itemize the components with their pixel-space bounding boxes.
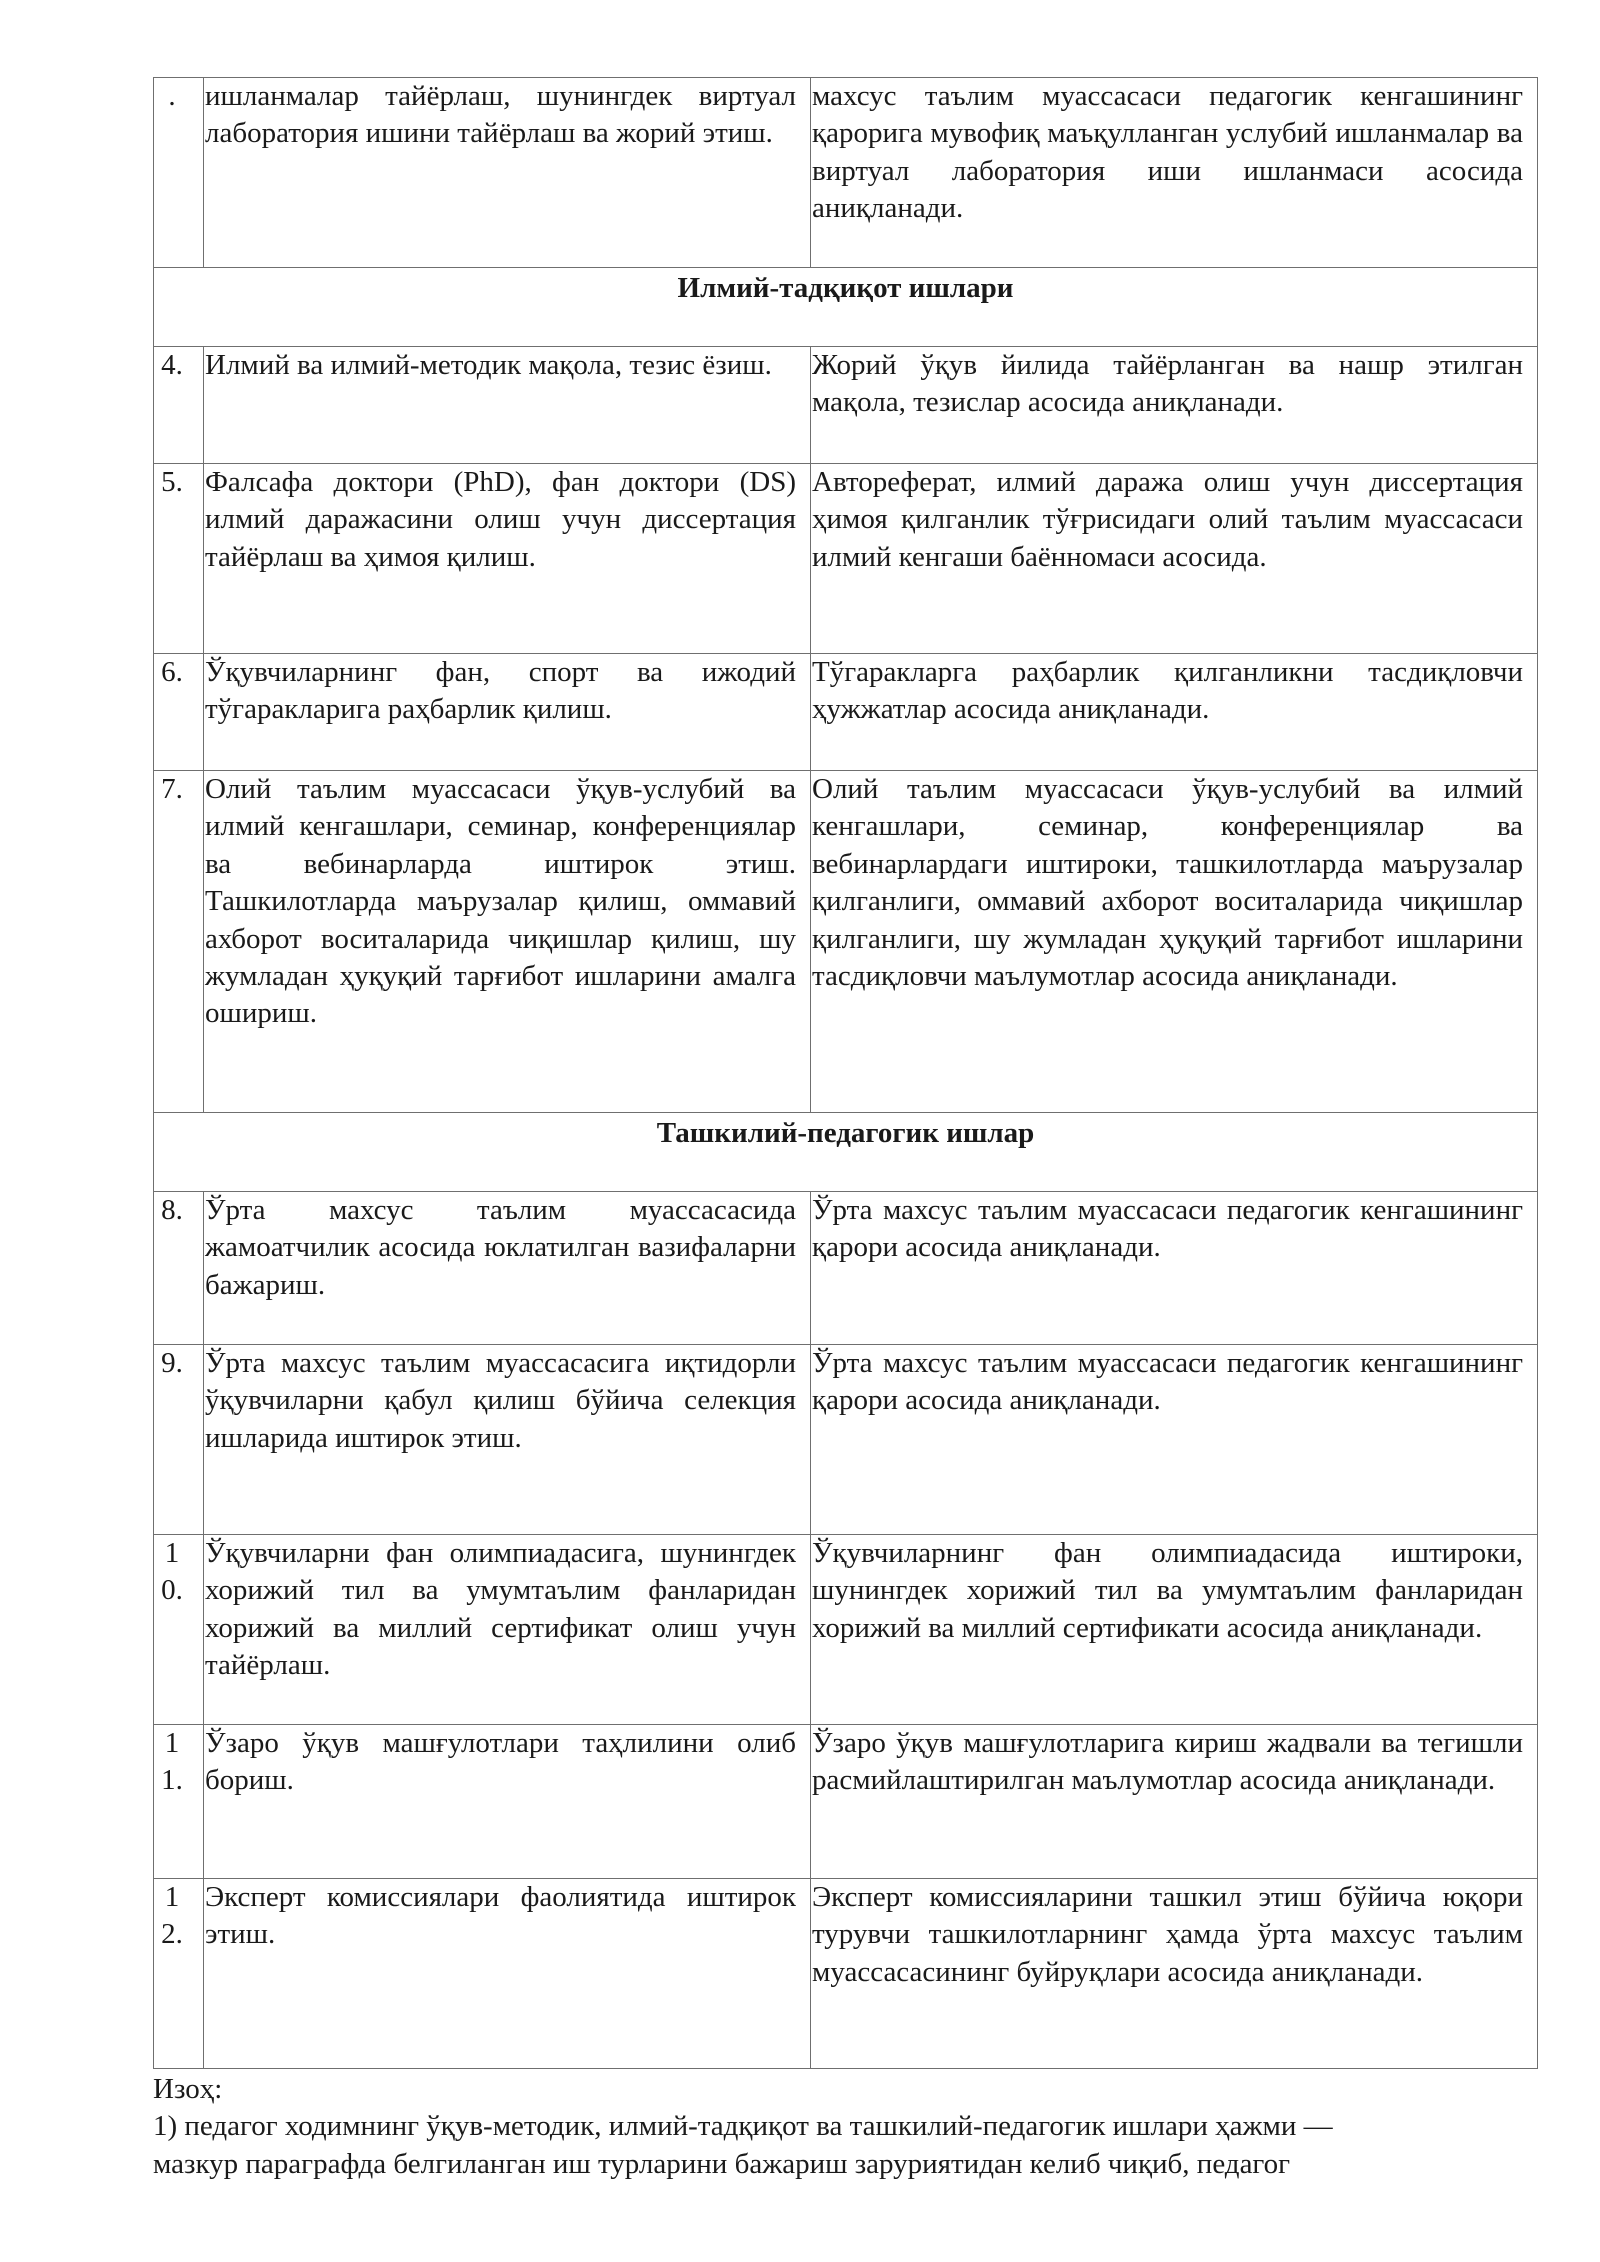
basis-cell: Ўрта махсус таълим муассасаси педагогик кенгашининг қарори асосида аниқланади. bbox=[811, 1345, 1538, 1535]
row-number: 6. bbox=[154, 654, 204, 771]
table-row bbox=[154, 1345, 1538, 1535]
basis-cell: Ўзаро ўқув машғулотларига кириш жадвали ва тегишли расмийлаштирилган маълумотлар асосида аниқланади. bbox=[811, 1725, 1538, 1879]
section-title: Ташкилий-педагогик ишлар bbox=[656, 1117, 1035, 1149]
activity-cell: Олий таълим муассасаси ўқув-услубий ва илмий кенгашлари, семинар, конференциялар ва вебинарларда иштирок этиш. Ташкилотларда маърузалар қилиш, оммавий ахборот воситаларида чиқишлар қилиш, шу жумладан ҳуқуқий тарғибот ишларини амалга ошириш. bbox=[204, 771, 811, 1113]
row-number: . bbox=[154, 78, 204, 268]
row-number: 10. bbox=[154, 1535, 204, 1725]
activity-cell: Фалсафа доктори (PhD), фан доктори (DS) илмий даражасини олиш учун диссертация тайёрлаш ва ҳимоя қилиш. bbox=[204, 464, 811, 654]
table-row bbox=[154, 1879, 1538, 2069]
basis-cell: Ўқувчиларнинг фан олимпиадасида иштироки, шунингдек хорижий тил ва умумтаълим фанларидан хорижий ва миллий сертификати асосида аниқланади. bbox=[811, 1535, 1538, 1725]
table-row bbox=[154, 1535, 1538, 1725]
basis-cell: Олий таълим муассасаси ўқув-услубий ва илмий кенгашлари, семинар, конференциялар ва вебинарлардаги иштироки, ташкилотларда маърузалар қилганлиги, оммавий ахборот воситаларида чиқишлар қилганлиги, шу жумладан ҳуқуқий тарғибот ишларини тасдиқловчи маълумотлар асосида аниқланади. bbox=[811, 771, 1538, 1113]
row-number: 7. bbox=[154, 771, 204, 1113]
activity-cell: Ўзаро ўқув машғулотлари таҳлилини олиб бориш. bbox=[204, 1725, 811, 1879]
notes-line: мазкур параграфда белгиланган иш турларини бажариш заруриятидан келиб чиқиб, педагог bbox=[153, 2147, 1291, 2180]
section-header-organizational bbox=[154, 1113, 1538, 1192]
table-row bbox=[154, 464, 1538, 654]
basis-cell: Ўрта махсус таълим муассасаси педагогик кенгашининг қарори асосида аниқланади. bbox=[811, 1192, 1538, 1345]
document-page bbox=[153, 77, 1537, 2183]
notes-section bbox=[153, 2071, 1537, 2183]
basis-cell: Тўгаракларга раҳбарлик қилганликни тасдиқловчи ҳужжатлар асосида аниқланади. bbox=[811, 654, 1538, 771]
activity-cell: Ўқувчиларнинг фан, спорт ва ижодий тўгаракларига раҳбарлик қилиш. bbox=[204, 654, 811, 771]
row-number: 11. bbox=[154, 1725, 204, 1879]
basis-cell: махсус таълим муассасаси педагогик кенгашининг қарорига мувофиқ маъқулланган услубий ишланмалар ва виртуал лаборатория иши ишланмаси асосида аниқланади. bbox=[811, 78, 1538, 268]
basis-cell: Автореферат, илмий даража олиш учун диссертация ҳимоя қилганлик тўғрисидаги олий таълим муассасаси илмий кенгаши баённомаси асосида. bbox=[811, 464, 1538, 654]
activity-cell: Ўрта махсус таълим муассасасида жамоатчилик асосида юклатилган вазифаларни бажариш. bbox=[204, 1192, 811, 1345]
basis-cell: Жорий ўқув йилида тайёрланган ва нашр этилган мақола, тезислар асосида аниқланади. bbox=[811, 347, 1538, 464]
table-row bbox=[154, 1725, 1538, 1879]
row-number: 5. bbox=[154, 464, 204, 654]
activity-cell: Ўрта махсус таълим муассасасига иқтидорли ўқувчиларни қабул қилиш бўйича селекция ишларида иштирок этиш. bbox=[204, 1345, 811, 1535]
basis-cell: Эксперт комиссияларини ташкил этиш бўйича юқори турувчи ташкилотларнинг ҳамда ўрта махсус таълим муассасасининг буйруқлари асосида аниқланади. bbox=[811, 1879, 1538, 2069]
table-row bbox=[154, 1192, 1538, 1345]
table-row bbox=[154, 78, 1538, 268]
activity-cell: Ўқувчиларни фан олимпиадасига, шунингдек хорижий тил ва умумтаълим фанларидан хорижий ва миллий сертификат олиш учун тайёрлаш. bbox=[204, 1535, 811, 1725]
row-number: 12. bbox=[154, 1879, 204, 2069]
activity-cell: Илмий ва илмий-методик мақола, тезис ёзиш. bbox=[204, 347, 811, 464]
row-number: 4. bbox=[154, 347, 204, 464]
table-row bbox=[154, 771, 1538, 1113]
notes-heading: Изоҳ: bbox=[153, 2073, 223, 2105]
section-header-research bbox=[154, 268, 1538, 347]
row-number: 9. bbox=[154, 1345, 204, 1535]
activity-cell: ишланмалар тайёрлаш, шунингдек виртуал лаборатория ишини тайёрлаш ва жорий этиш. bbox=[204, 78, 811, 268]
table-row bbox=[154, 347, 1538, 464]
workload-table bbox=[153, 77, 1538, 2069]
section-title: Илмий-тадқиқот ишлари bbox=[677, 272, 1014, 304]
table-row bbox=[154, 654, 1538, 771]
notes-line: 1) педагог ходимнинг ўқув-методик, илмий-тадқиқот ва ташкилий-педагогик ишлари ҳажми — bbox=[153, 2110, 1333, 2143]
activity-cell: Эксперт комиссиялари фаолиятида иштирок этиш. bbox=[204, 1879, 811, 2069]
row-number: 8. bbox=[154, 1192, 204, 1345]
